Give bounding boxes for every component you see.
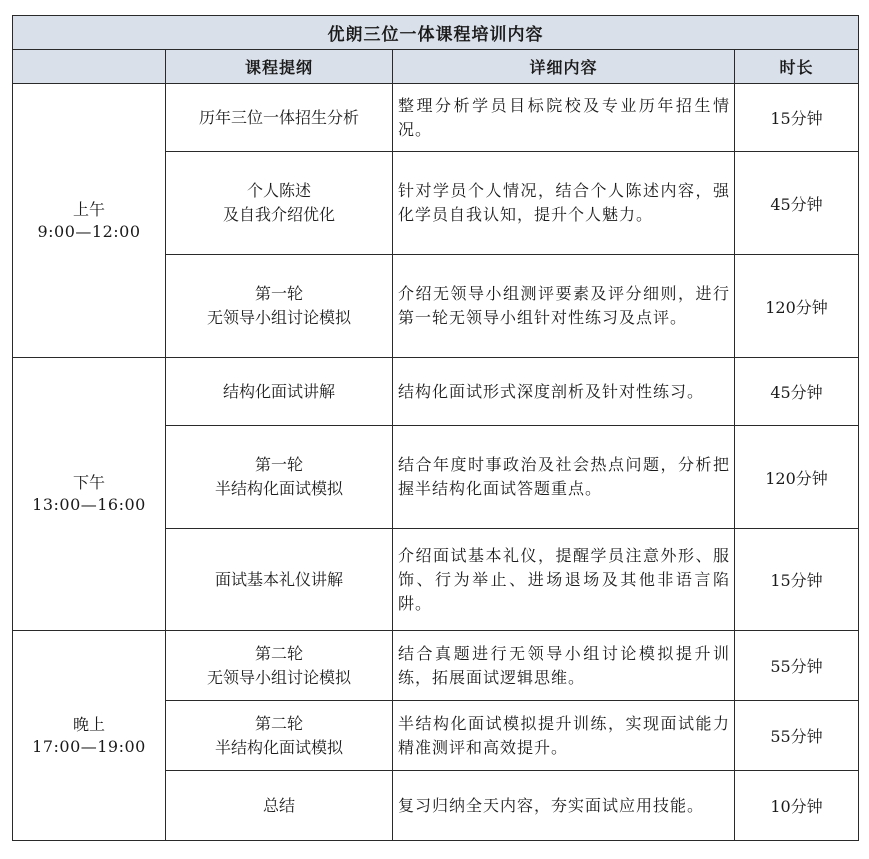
table-row bbox=[13, 84, 859, 152]
outline-text: 历年三位一体招生分析 bbox=[198, 107, 359, 127]
outline-text: 无领导小组讨论模拟 bbox=[206, 308, 351, 327]
duration-cell: 55分钟 bbox=[735, 701, 859, 771]
outline-cell bbox=[166, 255, 393, 358]
duration-cell: 45分钟 bbox=[735, 358, 859, 426]
table-title: 优朗三位一体课程培训内容 bbox=[13, 16, 859, 50]
header-outline: 课程提纲 bbox=[166, 50, 393, 84]
period-name: 下午 bbox=[72, 473, 105, 492]
detail-cell: 介绍无领导小组测评要素及评分细则，进行第一轮无领导小组针对性练习及点评。 bbox=[393, 255, 735, 358]
outline-text: 及自我介绍优化 bbox=[222, 205, 335, 224]
duration-cell: 15分钟 bbox=[735, 84, 859, 152]
outline-text: 第一轮 bbox=[254, 284, 303, 303]
outline-cell bbox=[166, 529, 393, 631]
duration-cell: 15分钟 bbox=[735, 529, 859, 631]
period-time: 9:00—12:00 bbox=[37, 221, 141, 241]
outline-cell bbox=[166, 426, 393, 529]
duration-cell: 45分钟 bbox=[735, 152, 859, 255]
header-period bbox=[13, 50, 166, 84]
outline-cell bbox=[166, 701, 393, 771]
period-time: 17:00—19:00 bbox=[32, 736, 146, 756]
table-row bbox=[13, 631, 859, 701]
detail-cell: 针对学员个人情况，结合个人陈述内容，强化学员自我认知，提升个人魅力。 bbox=[393, 152, 735, 255]
outline-text: 面试基本礼仪讲解 bbox=[214, 569, 343, 589]
period-time: 13:00—16:00 bbox=[32, 495, 146, 514]
detail-cell: 复习归纳全天内容，夯实面试应用技能。 bbox=[393, 771, 735, 841]
outline-text: 第一轮 bbox=[254, 455, 303, 474]
outline-cell bbox=[166, 152, 393, 255]
header-detail: 详细内容 bbox=[393, 50, 735, 84]
table-header-row bbox=[13, 50, 859, 84]
outline-text: 半结构化面试模拟 bbox=[214, 479, 343, 498]
outline-text: 第二轮 bbox=[254, 713, 303, 733]
detail-cell: 整理分析学员目标院校及专业历年招生情况。 bbox=[393, 84, 735, 152]
outline-cell bbox=[166, 84, 393, 152]
detail-cell: 结构化面试形式深度剖析及针对性练习。 bbox=[393, 358, 735, 426]
outline-text: 第二轮 bbox=[254, 643, 303, 663]
header-duration: 时长 bbox=[735, 50, 859, 84]
outline-cell bbox=[166, 631, 393, 701]
period-name: 上午 bbox=[72, 199, 105, 219]
detail-cell: 半结构化面试模拟提升训练，实现面试能力精准测评和高效提升。 bbox=[393, 701, 735, 771]
outline-cell bbox=[166, 771, 393, 841]
outline-cell bbox=[166, 358, 393, 426]
course-schedule-table bbox=[12, 15, 859, 841]
outline-text: 半结构化面试模拟 bbox=[214, 737, 343, 757]
duration-cell: 55分钟 bbox=[735, 631, 859, 701]
detail-cell: 结合年度时事政治及社会热点问题，分析把握半结构化面试答题重点。 bbox=[393, 426, 735, 529]
detail-cell: 介绍面试基本礼仪，提醒学员注意外形、服饰、行为举止、进场退场及其他非语言陷阱。 bbox=[393, 529, 735, 631]
table-row bbox=[13, 358, 859, 426]
outline-text: 总结 bbox=[262, 795, 295, 815]
outline-text: 个人陈述 bbox=[246, 181, 311, 200]
duration-cell: 10分钟 bbox=[735, 771, 859, 841]
period-name: 晚上 bbox=[72, 714, 105, 734]
period-cell bbox=[13, 358, 166, 631]
duration-cell: 120分钟 bbox=[735, 255, 859, 358]
duration-cell: 120分钟 bbox=[735, 426, 859, 529]
detail-cell: 结合真题进行无领导小组讨论模拟提升训练，拓展面试逻辑思维。 bbox=[393, 631, 735, 701]
outline-text: 结构化面试讲解 bbox=[222, 381, 335, 401]
table-title-row bbox=[13, 16, 859, 50]
period-cell bbox=[13, 84, 166, 358]
outline-text: 无领导小组讨论模拟 bbox=[206, 667, 351, 687]
period-cell bbox=[13, 631, 166, 841]
